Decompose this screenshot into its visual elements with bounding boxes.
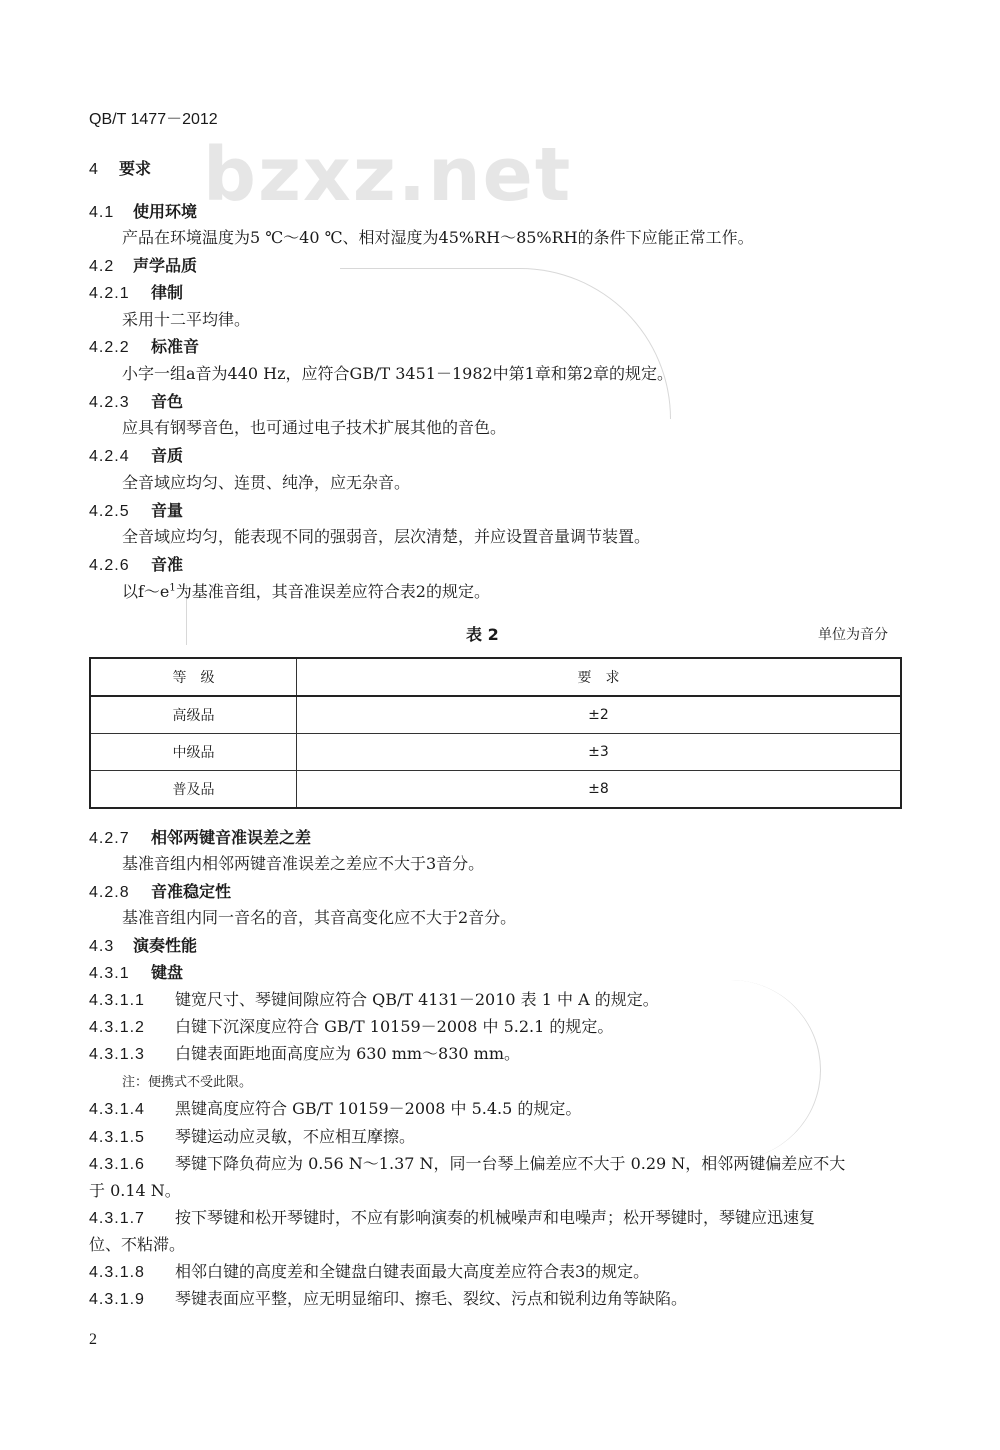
section-number: 4.3.1.2 bbox=[89, 1019, 145, 1036]
clause-text: 按下琴键和松开琴键时，不应有影响演奏的机械噪声和电噪声；松开琴键时，琴键应迅速复 bbox=[175, 1208, 816, 1227]
section-4-2-8-heading bbox=[89, 879, 231, 902]
section-4-3-1-7-cont: 位、不粘滞。 bbox=[89, 1235, 186, 1254]
section-4-2-2-heading bbox=[89, 334, 199, 357]
table-cell-grade: 普及品 bbox=[90, 771, 297, 809]
clause-text: 白键表面距地面高度应为 630 mm～830 mm。 bbox=[175, 1044, 521, 1063]
section-title: 音准 bbox=[151, 555, 184, 574]
clause-text: 琴键运动应灵敏，不应相互摩擦。 bbox=[175, 1127, 416, 1146]
section-4-heading bbox=[89, 156, 151, 179]
table-cell-grade: 中级品 bbox=[90, 734, 297, 771]
text-post: 为基准音组，其音准误差应符合表2的规定。 bbox=[175, 582, 490, 601]
section-4-2-1-text: 采用十二平均律。 bbox=[122, 310, 251, 329]
section-4-2-7-text: 基准音组内相邻两键音准误差之差应不大于3音分。 bbox=[122, 854, 485, 873]
section-4-2-6-text bbox=[122, 579, 490, 602]
table-row bbox=[90, 696, 901, 734]
section-number: 4.3.1.1 bbox=[89, 992, 145, 1009]
section-title: 要求 bbox=[119, 159, 152, 178]
section-4-3-1-9 bbox=[89, 1286, 687, 1309]
section-4-3-1-8 bbox=[89, 1259, 649, 1282]
section-4-2-5-text: 全音域应均匀，能表现不同的强弱音，层次清楚，并应设置音量调节装置。 bbox=[122, 527, 651, 546]
section-number: 4.2.4 bbox=[89, 448, 130, 465]
watermark: bzxz.net bbox=[203, 132, 573, 218]
section-number: 4.2 bbox=[89, 258, 115, 275]
section-4-2-heading bbox=[89, 253, 197, 276]
section-4-2-7-heading bbox=[89, 825, 311, 848]
section-4-3-1-heading bbox=[89, 960, 183, 983]
scan-artifact-arc-lower bbox=[640, 980, 821, 1160]
section-4-2-3-heading bbox=[89, 389, 183, 412]
section-number: 4 bbox=[89, 161, 99, 178]
section-4-2-3-text: 应具有钢琴音色，也可通过电子技术扩展其他的音色。 bbox=[122, 418, 507, 437]
section-4-3-1-6 bbox=[89, 1151, 845, 1174]
section-title: 键盘 bbox=[151, 963, 184, 982]
text-pre: 以f～e bbox=[122, 582, 170, 601]
clause-text: 琴键表面应平整，应无明显缩印、擦毛、裂纹、污点和锐利边角等缺陷。 bbox=[175, 1289, 688, 1308]
section-title: 音量 bbox=[151, 501, 184, 520]
section-title: 标准音 bbox=[151, 337, 200, 356]
section-number: 4.2.7 bbox=[89, 830, 130, 847]
section-number: 4.3.1.7 bbox=[89, 1210, 145, 1227]
section-title: 相邻两键音准误差之差 bbox=[151, 828, 312, 847]
clause-text: 白键下沉深度应符合 GB/T 10159－2008 中 5.2.1 的规定。 bbox=[175, 1017, 614, 1036]
table-row bbox=[90, 734, 901, 771]
table-cell-requirement: ±3 bbox=[297, 734, 902, 771]
section-number: 4.3.1.8 bbox=[89, 1264, 145, 1281]
section-4-3-1-5 bbox=[89, 1124, 415, 1147]
section-number: 4.3 bbox=[89, 938, 115, 955]
table-cell-requirement: ±2 bbox=[297, 696, 902, 734]
section-number: 4.3.1 bbox=[89, 965, 130, 982]
table-unit: 单位为音分 bbox=[818, 627, 888, 643]
section-4-3-1-6-cont: 于 0.14 N。 bbox=[89, 1181, 181, 1200]
clause-text: 相邻白键的高度差和全键盘白键表面最大高度差应符合表3的规定。 bbox=[175, 1262, 650, 1281]
clause-text: 琴键下降负荷应为 0.56 N～1.37 N，同一台琴上偏差应不大于 0.29 N，相邻两键偏差应不大 bbox=[175, 1154, 846, 1173]
section-4-2-6-heading bbox=[89, 552, 183, 575]
table-2 bbox=[89, 657, 902, 809]
section-number: 4.3.1.3 bbox=[89, 1046, 145, 1063]
section-number: 4.3.1.5 bbox=[89, 1129, 145, 1146]
section-4-3-1-4 bbox=[89, 1096, 581, 1119]
section-number: 4.2.1 bbox=[89, 285, 130, 302]
section-4-3-1-1 bbox=[89, 987, 659, 1010]
section-4-2-8-text: 基准音组内同一音名的音，其音高变化应不大于2音分。 bbox=[122, 908, 517, 927]
table-header-row bbox=[90, 658, 901, 696]
clause-text: 键宽尺寸、琴键间隙应符合 QB/T 4131－2010 表 1 中 A 的规定。 bbox=[175, 990, 659, 1009]
section-number: 4.3.1.4 bbox=[89, 1101, 145, 1118]
table-title: 表 2 bbox=[466, 625, 499, 644]
section-4-3-heading bbox=[89, 933, 197, 956]
page-number: 2 bbox=[89, 1331, 97, 1348]
section-number: 4.2.6 bbox=[89, 557, 130, 574]
section-title: 使用环境 bbox=[133, 202, 198, 221]
superscript: 1 bbox=[169, 582, 176, 594]
clause-text: 黑键高度应符合 GB/T 10159－2008 中 5.4.5 的规定。 bbox=[175, 1099, 582, 1118]
section-4-3-1-3 bbox=[89, 1041, 520, 1064]
section-title: 演奏性能 bbox=[133, 936, 198, 955]
section-4-2-4-text: 全音域应均匀、连贯、纯净，应无杂音。 bbox=[122, 473, 411, 492]
table-row bbox=[90, 771, 901, 809]
section-number: 4.2.8 bbox=[89, 884, 130, 901]
section-4-1-text: 产品在环境温度为5 ℃～40 ℃、相对湿度为45%RH～85%RH的条件下应能正常工作。 bbox=[122, 228, 754, 247]
section-title: 律制 bbox=[151, 283, 184, 302]
section-number: 4.2.2 bbox=[89, 339, 130, 356]
table-header-requirement: 要 求 bbox=[297, 658, 902, 696]
table-header-grade: 等 级 bbox=[90, 658, 297, 696]
section-number: 4.1 bbox=[89, 204, 115, 221]
section-number: 4.3.1.6 bbox=[89, 1156, 145, 1173]
table-cell-requirement: ±8 bbox=[297, 771, 902, 809]
section-title: 音色 bbox=[151, 392, 184, 411]
section-title: 音准稳定性 bbox=[151, 882, 232, 901]
section-4-2-2-text: 小字一组a音为440 Hz，应符合GB/T 3451－1982中第1章和第2章的规定。 bbox=[122, 364, 674, 383]
scan-artifact-arc bbox=[340, 268, 671, 419]
section-4-2-1-heading bbox=[89, 280, 183, 303]
section-4-3-1-7 bbox=[89, 1205, 815, 1228]
section-4-3-1-2 bbox=[89, 1014, 613, 1037]
section-title: 音质 bbox=[151, 446, 184, 465]
table-cell-grade: 高级品 bbox=[90, 696, 297, 734]
section-number: 4.2.3 bbox=[89, 394, 130, 411]
note: 注：便携式不受此限。 bbox=[122, 1075, 253, 1090]
section-number: 4.3.1.9 bbox=[89, 1291, 145, 1308]
standard-code: QB/T 1477－2012 bbox=[89, 111, 218, 128]
section-number: 4.2.5 bbox=[89, 503, 130, 520]
section-4-2-4-heading bbox=[89, 443, 183, 466]
section-4-2-5-heading bbox=[89, 498, 183, 521]
section-4-1-heading bbox=[89, 199, 197, 222]
section-title: 声学品质 bbox=[133, 256, 198, 275]
